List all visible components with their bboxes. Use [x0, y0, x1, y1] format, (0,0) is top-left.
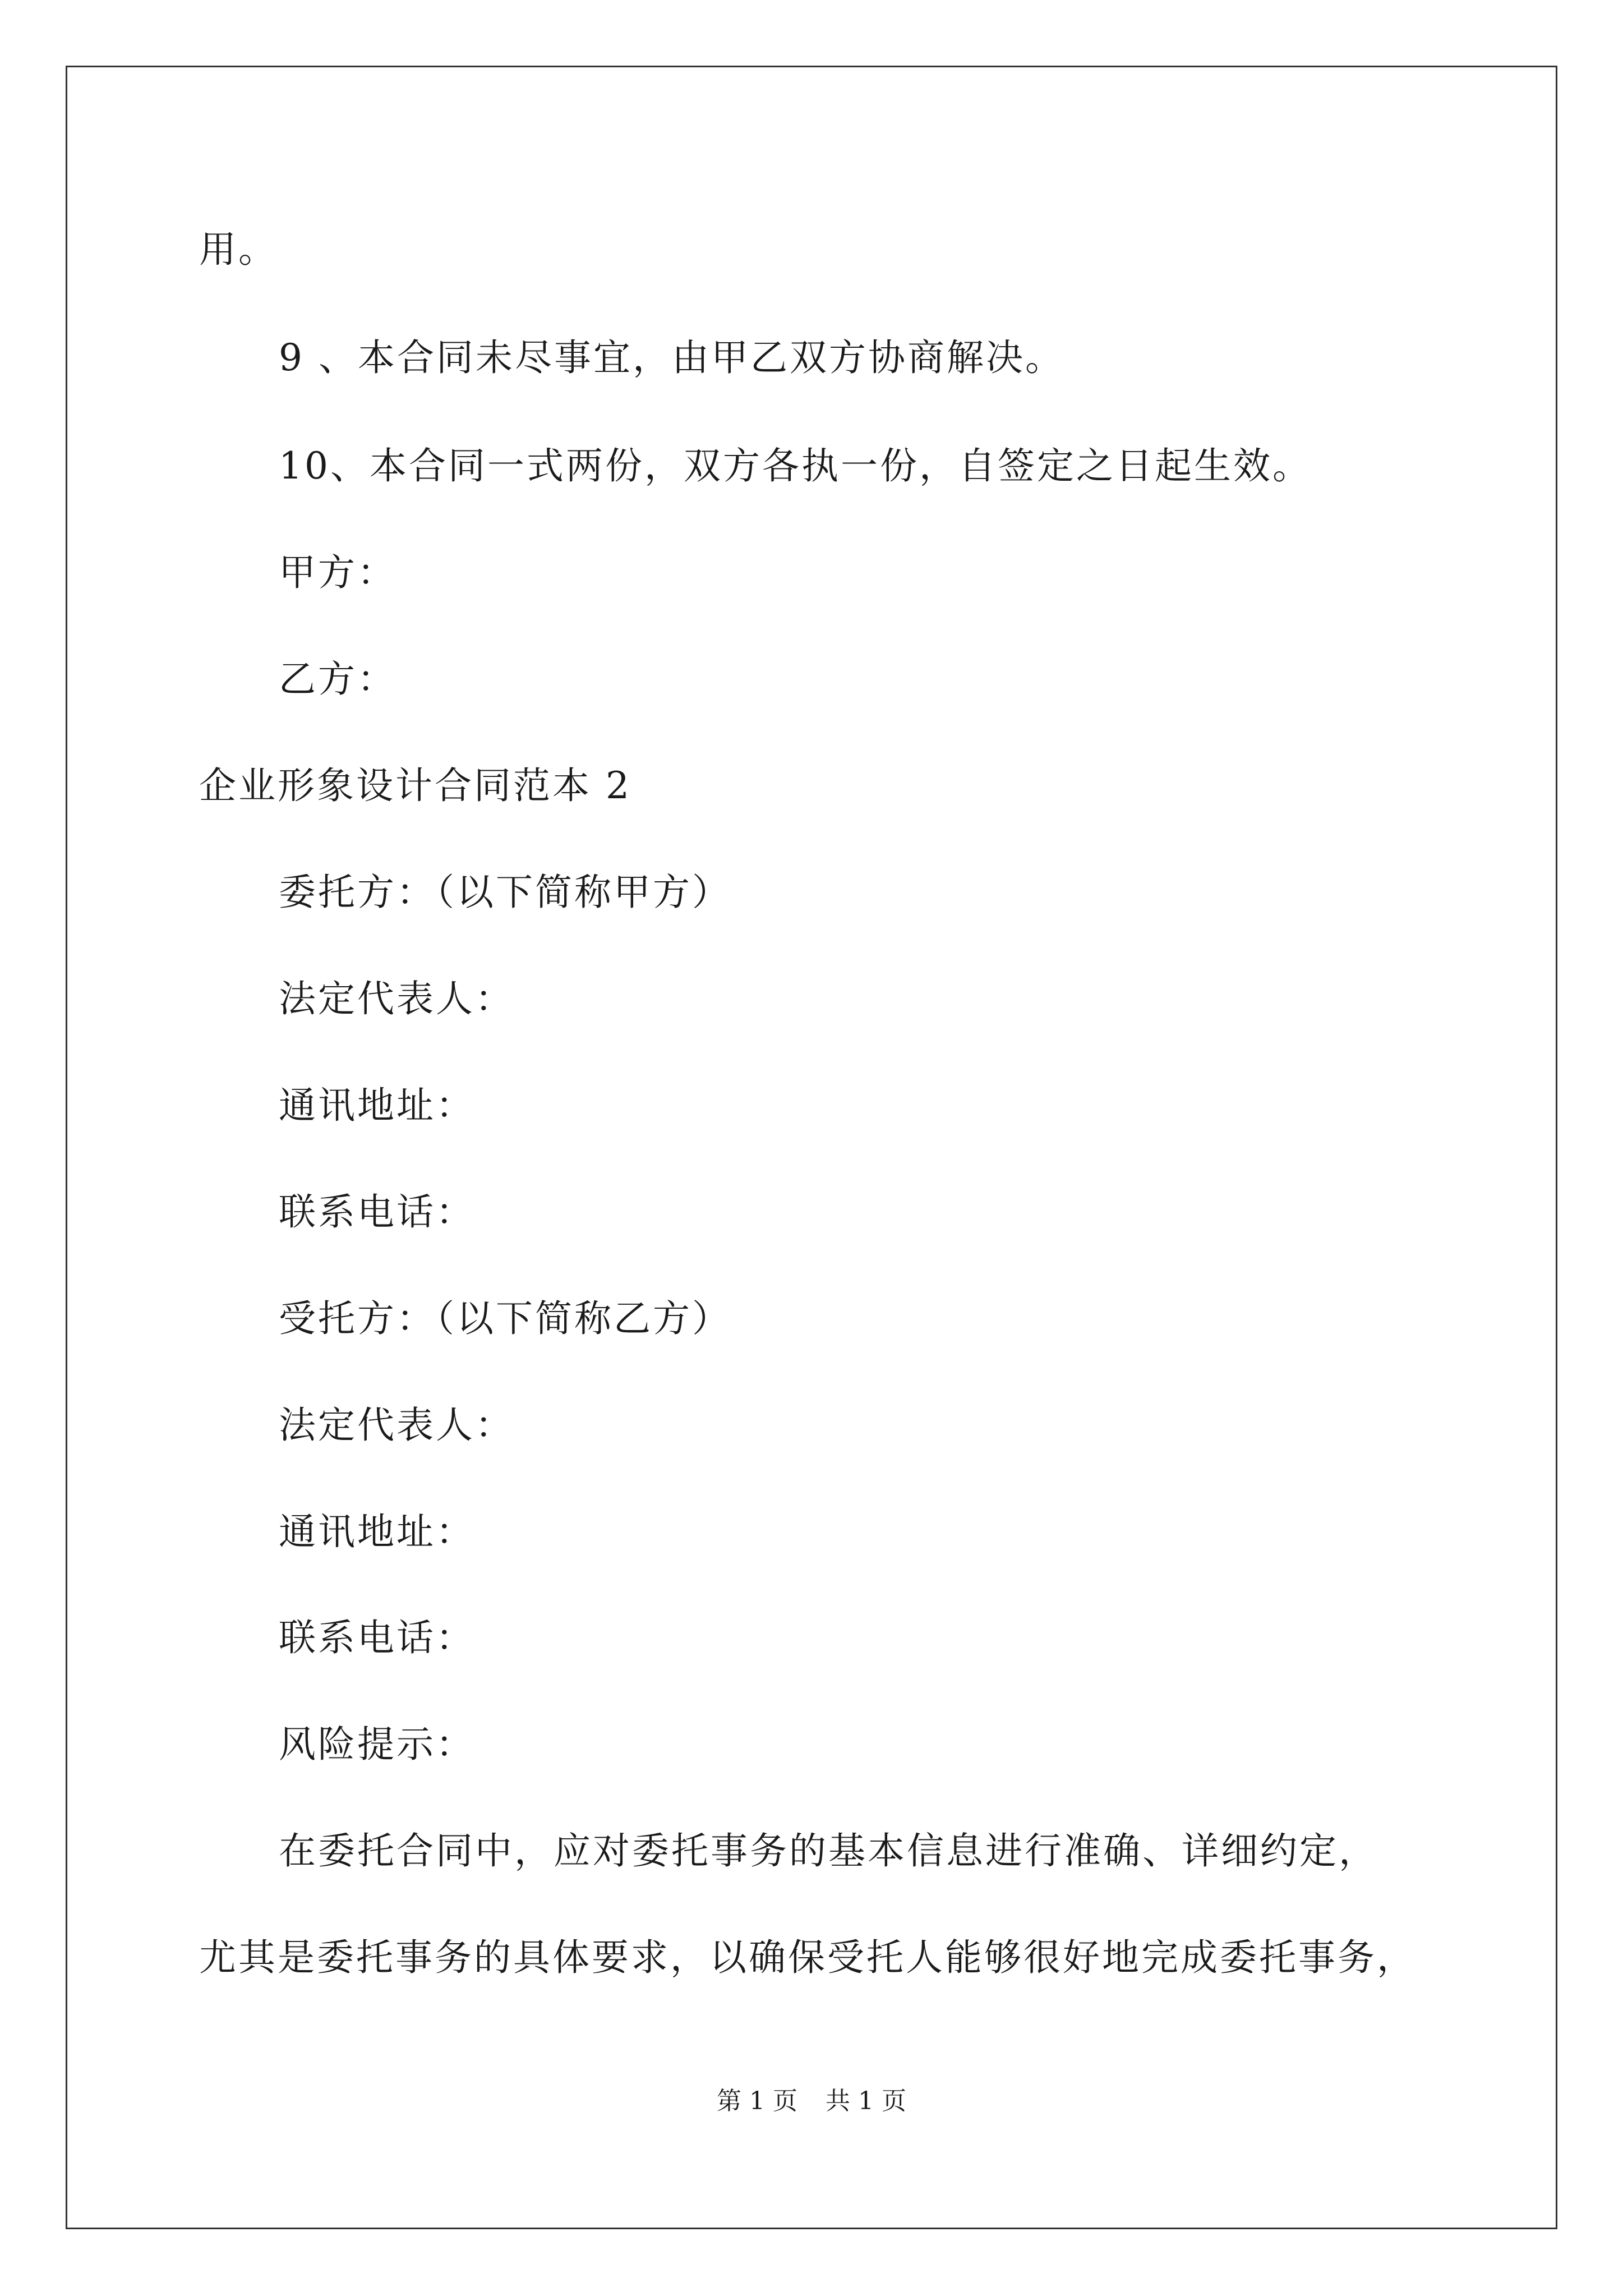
paragraph-line: 委托方：（以下简称甲方）: [279, 871, 731, 914]
page-border: [66, 66, 1557, 2229]
section-heading: 企业形象设计合同范本 2: [199, 764, 631, 807]
paragraph-line: 9 、本合同未尽事宜，由甲乙双方协商解决。: [279, 336, 1064, 379]
paragraph-line: 法定代表人：: [279, 1404, 514, 1447]
page-footer: [0, 2086, 1623, 2117]
paragraph-line: 甲方：: [279, 551, 396, 594]
paragraph-line: 联系电话：: [279, 1190, 475, 1234]
paragraph-line: 通讯地址：: [279, 1084, 475, 1127]
paragraph-line: 通讯地址：: [279, 1510, 475, 1553]
paragraph-line: 联系电话：: [279, 1616, 475, 1659]
paragraph-line: 用。: [199, 228, 278, 271]
page-number-total: 共 1 页: [826, 2087, 906, 2115]
paragraph-line: 乙方：: [279, 657, 396, 701]
paragraph-line: 法定代表人：: [279, 977, 514, 1020]
page-number-current: 第 1 页: [717, 2087, 797, 2115]
paragraph-line: 在委托合同中，应对委托事务的基本信息进行准确、详细约定，: [279, 1829, 1378, 1872]
paragraph-line: 尤其是委托事务的具体要求，以确保受托人能够很好地完成委托事务，: [199, 1936, 1416, 1979]
paragraph-line: 风险提示：: [279, 1723, 475, 1766]
paragraph-line: 受托方：（以下简称乙方）: [279, 1297, 731, 1340]
paragraph-line: 10、本合同一式两份，双方各执一份，自签定之日起生效。: [279, 444, 1312, 487]
